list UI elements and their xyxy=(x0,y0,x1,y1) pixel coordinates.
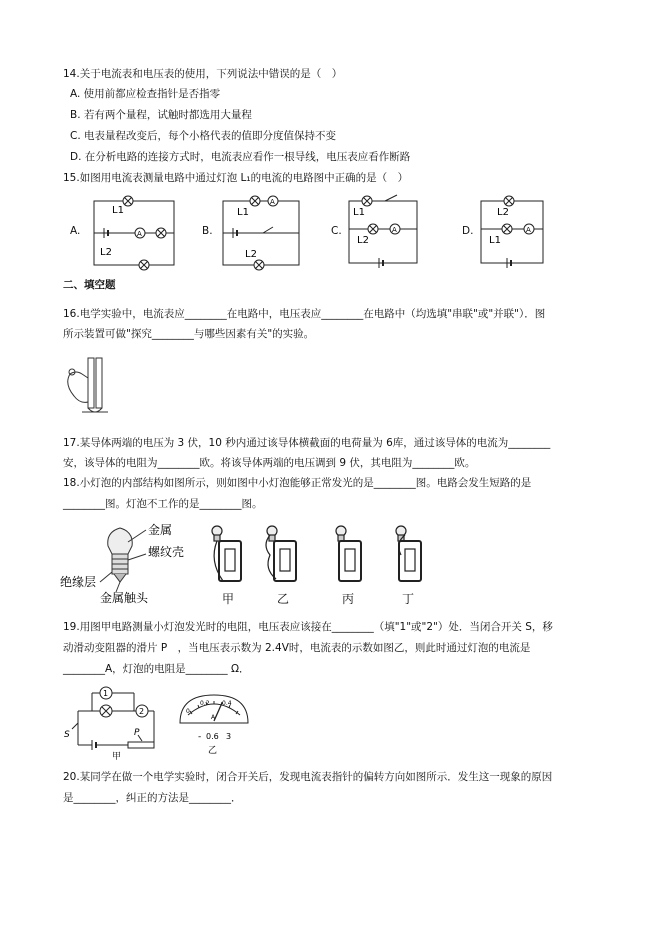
q14-option-c: C. 电表量程改变后，每个小格代表的值即分度值保持不变 xyxy=(70,130,337,142)
q14-stem: 14.关于电流表和电压表的使用，下列说法中错误的是（ ） xyxy=(63,68,343,80)
label-thread-shell: 螺纹壳 xyxy=(148,545,185,559)
panel-label-jia: 甲 xyxy=(222,592,235,606)
label-metal-shell: 金属 xyxy=(148,523,173,537)
section-title: 二、填空题 xyxy=(63,279,116,291)
q15-option-d-letter: D. xyxy=(462,225,474,237)
q19-line1: 19.用图甲电路测量小灯泡发光时的电阻，电压表应该接在________（填"1"或"2"）处．当闭合开关 S，移 xyxy=(63,621,553,633)
q15-circuit-d xyxy=(477,193,557,273)
q15-circuit-b xyxy=(215,193,310,273)
q18-panel-ding xyxy=(385,525,435,585)
unit-a: A xyxy=(211,714,216,721)
tick-02: 0.2 xyxy=(200,700,210,707)
q16-line1: 16.电学实验中，电流表应________在电路中，电压表应________在电路中（均选填"串联"或"并联"）．图 xyxy=(63,308,546,320)
lamp-label: L2 xyxy=(245,249,257,260)
q15-option-a-letter: A. xyxy=(70,225,81,237)
q18-panel-jia xyxy=(205,525,255,585)
meter-label-2: 2 xyxy=(139,707,145,716)
panel-label-ding: 丁 xyxy=(402,592,415,606)
q18-line2: ________图。灯泡不工作的是________图。 xyxy=(63,498,263,510)
q20-line2: 是________，纠正的方法是________． xyxy=(63,792,242,804)
q14-option-b: B. 若有两个量程，试触时都选用大量程 xyxy=(70,109,252,121)
terminal-neg: - xyxy=(198,732,202,742)
slider-label: P xyxy=(134,728,140,738)
panel-label-bing: 丙 xyxy=(342,592,355,606)
q18-panel-yi xyxy=(260,525,310,585)
lamp-label: L2 xyxy=(100,247,112,258)
q15-circuit-a xyxy=(86,193,181,273)
meter-label: A xyxy=(526,226,531,234)
q18-panel-bing xyxy=(325,525,375,585)
q15-option-b-letter: B. xyxy=(202,225,213,237)
meter-label-1: 1 xyxy=(103,689,109,698)
meter-label: A xyxy=(392,226,397,234)
lamp-label: L2 xyxy=(357,235,369,246)
meter-label: A xyxy=(137,230,142,238)
q18-bulb-structure-figure xyxy=(60,520,220,610)
q16-apparatus-figure xyxy=(60,352,130,417)
lamp-label: L1 xyxy=(112,205,124,216)
q19-line3: ________A，灯泡的电阻是________ Ω． xyxy=(63,663,250,675)
tick-04: 0.4 xyxy=(222,700,232,707)
q14-option-a: A. 使用前都应检查指针是否指零 xyxy=(70,88,221,100)
q19-ammeter-yi xyxy=(176,691,251,761)
label-insulation: 绝缘层 xyxy=(60,575,97,589)
switch-label: S xyxy=(64,730,70,740)
q15-stem: 15.如图用电流表测量电路中通过灯泡 L₁的电流的电路图中正确的是（ ） xyxy=(63,172,409,184)
lamp-label: L2 xyxy=(497,207,509,218)
terminal-3: 3 xyxy=(226,732,232,741)
q14-option-d: D. 在分析电路的连接方式时，电流表应看作一根导线，电压表应看作断路 xyxy=(70,151,411,163)
fig-label-yi: 乙 xyxy=(208,746,218,756)
terminal-06: 0.6 xyxy=(206,732,219,741)
q15-circuit-c xyxy=(343,193,428,273)
meter-label: A xyxy=(270,198,275,206)
lamp-label: L1 xyxy=(237,207,249,218)
q18-line1: 18.小灯泡的内部结构如图所示，则如图中小灯泡能够正常发光的是________图。电路会发生短路的是 xyxy=(63,477,532,489)
q19-line2: 动滑动变阻器的滑片 P ，当电压表示数为 2.4V时，电流表的示数如图乙，则此时通过灯泡的电流是 xyxy=(63,642,531,654)
lamp-label: L1 xyxy=(353,207,365,218)
q16-line2: 所示装置可做"探究________与哪些因素有关"的实验。 xyxy=(63,328,315,340)
tick-0: 0 xyxy=(186,708,190,715)
q20-line1: 20.某同学在做一个电学实验时，闭合开关后，发现电流表指针的偏转方向如图所示．发生这一现象的原因 xyxy=(63,771,553,783)
q19-circuit-jia xyxy=(62,683,172,763)
fig-label-jia: 甲 xyxy=(112,752,122,762)
panel-label-yi: 乙 xyxy=(277,592,290,606)
q17-line1: 17.某导体两端的电压为 3 伏，10 秒内通过该导体横截面的电荷量为 6库，通过该导体的电流为________ xyxy=(63,437,551,449)
lamp-label: L1 xyxy=(489,235,501,246)
q15-option-c-letter: C. xyxy=(331,225,342,237)
label-metal-contact: 金属触头 xyxy=(100,591,149,605)
q17-line2: 安，该导体的电阻为________欧。将该导体两端的电压调到 9 伏，其电阻为________欧。 xyxy=(63,457,476,469)
